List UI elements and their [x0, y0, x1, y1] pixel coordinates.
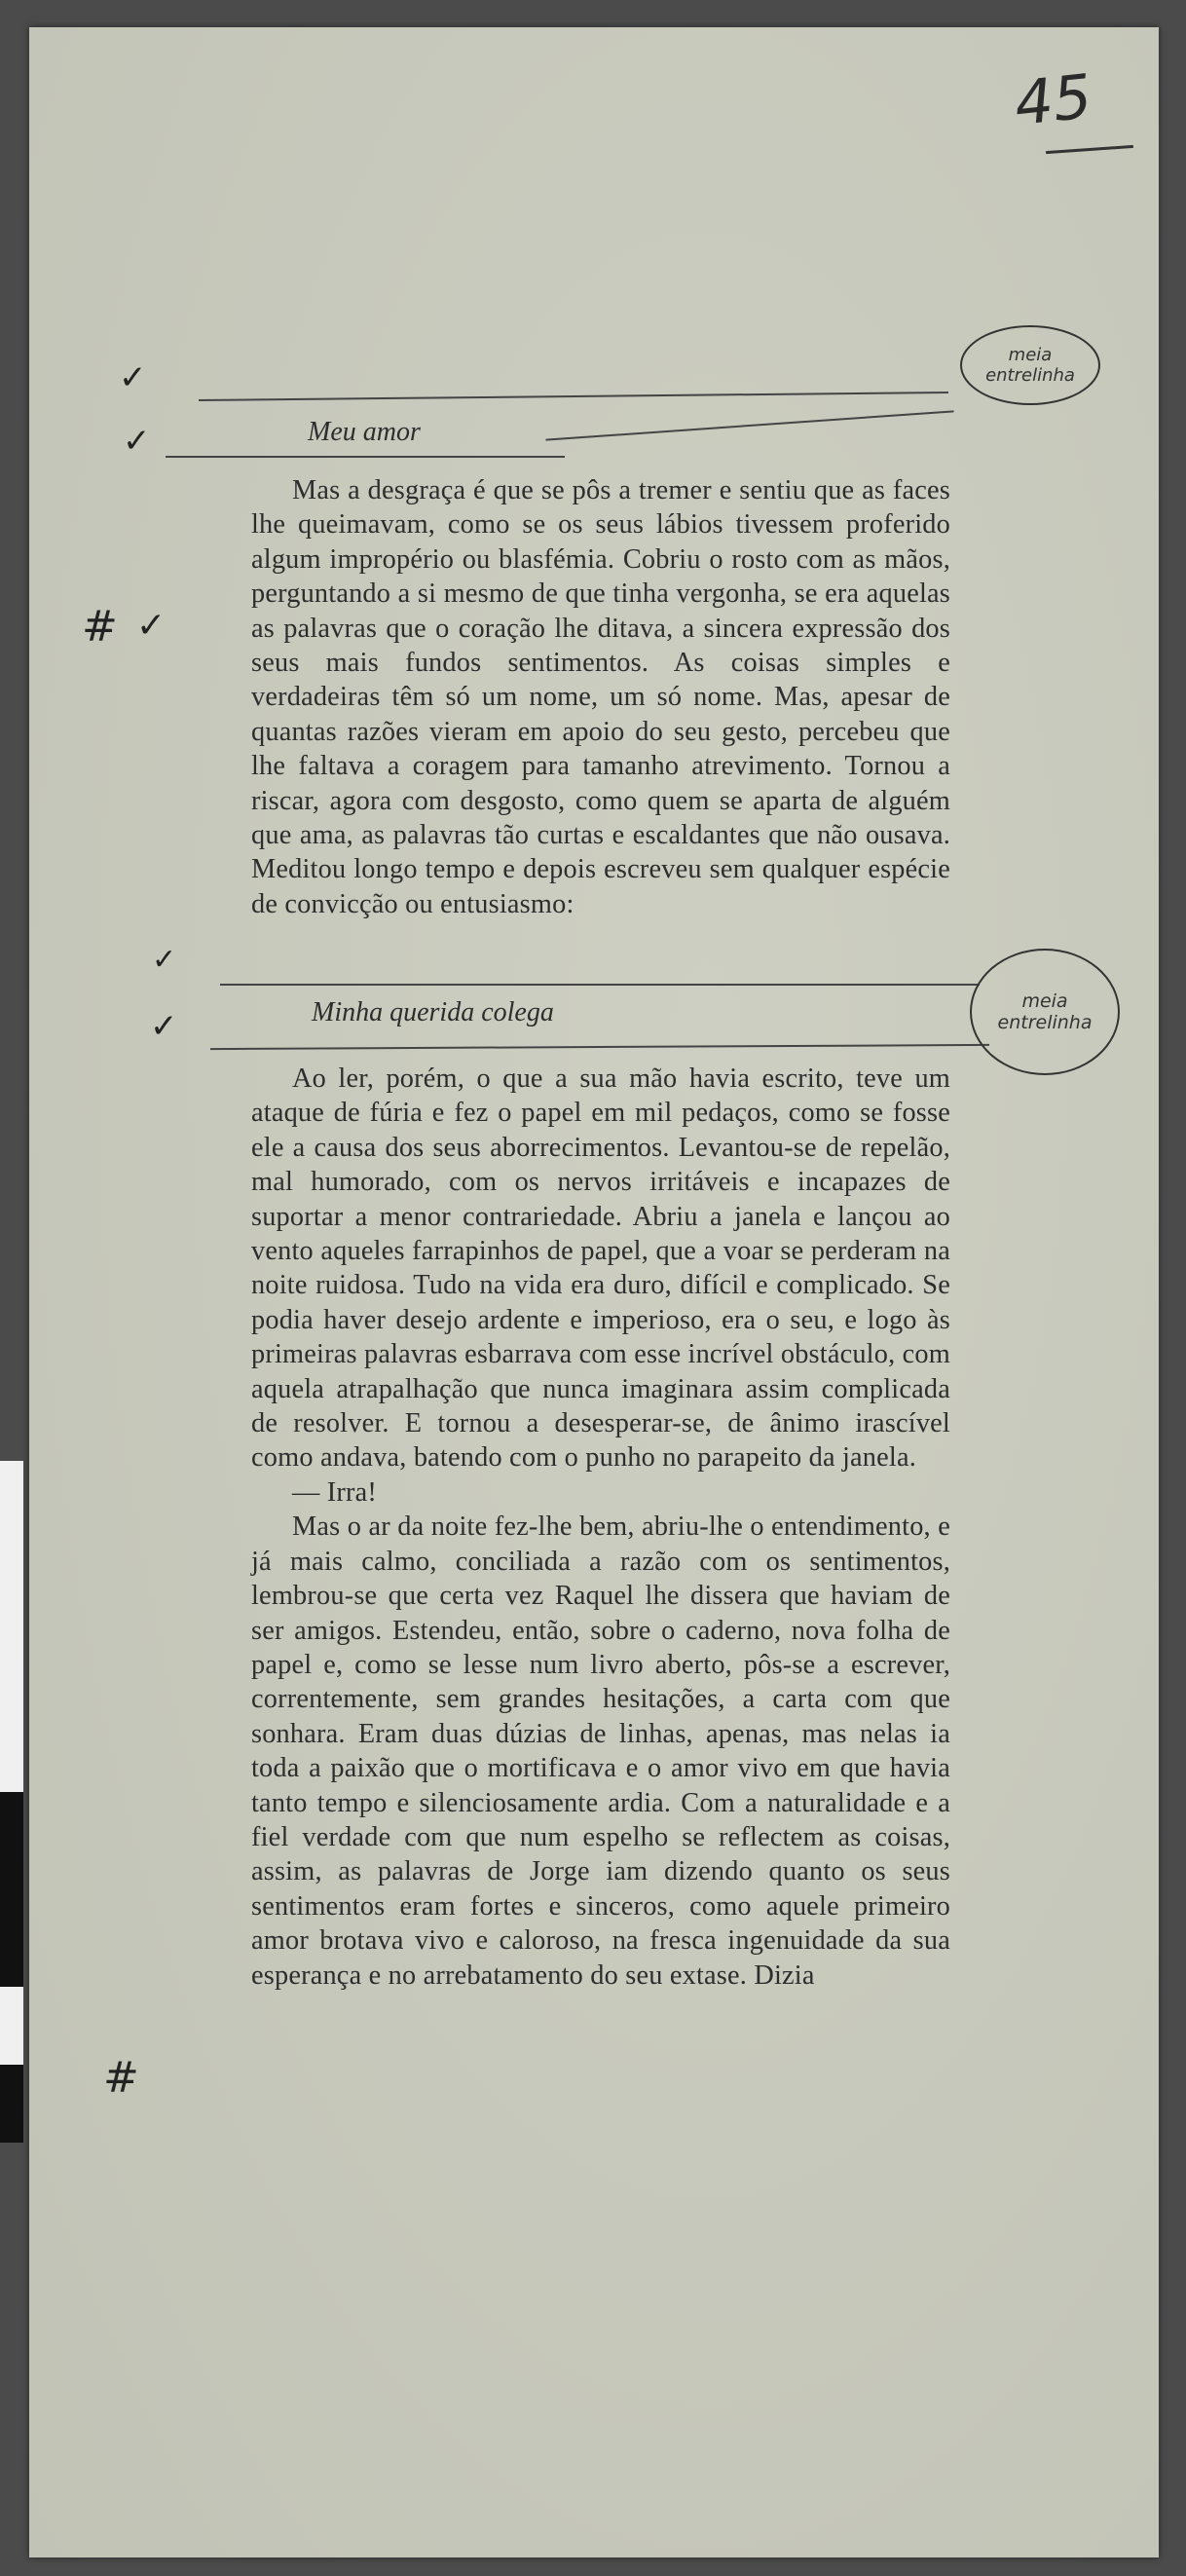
editorial-line	[220, 984, 980, 986]
hash-mark: #	[82, 602, 118, 652]
hash-mark: #	[103, 2053, 139, 2103]
greeting-minha-querida-colega: Minha querida colega	[312, 997, 554, 1027]
editorial-line	[166, 456, 565, 458]
margin-note-circled: meia entrelinha	[960, 325, 1100, 405]
paragraph-2: Ao ler, porém, o que a sua mão havia escrito, teve um ataque de fúria e fez o papel em mil pedaços, como se fosse ele a causa dos seus aborrecimentos. Levantou-se de repelão, mal humorado, com os nervos irritáveis e incapazes de suportar a menor contrariedade. Abriu a janela e lançou ao vento aqueles farrapinhos de papel, que a voar se perderam na noite ruidosa. Tudo na vida era duro, difícil e complicado. Se podia haver desejo ardente e imperioso, era o seu, e logo às primeiras palavras esbarrava com esse incrível obstáculo, com aquela atrapalhação que nunca imaginara assim complicada de resolver. E tornou a desesperar-se, de ânimo irascível como andava, batendo com o punho no parapeito da janela.	[251, 1064, 950, 1474]
margin-note-circled: meia entrelinha	[970, 949, 1120, 1075]
paragraph-4: Mas o ar da noite fez-lhe bem, abriu-lhe o entendimento, e já mais calmo, conciliada a razão com os sentimentos, lembrou-se que certa vez Raquel lhe dissera que haviam de ser amigos. Estendeu, então, sobre o caderno, nova folha de papel e, como se lesse num livro aberto, pôs-se a escrever, correntemente, sem grandes hesitações, a carta com que sonhara. Eram duas dúzias de linhas, apenas, mas nelas ia toda a paixão que o mortificava e o amor vivo em que havia tanto tempo e silenciosamente ardia. Com a naturalidade e a fiel verdade com que num espelho se reflectem as coisas, assim, as palavras de Jorge iam dizendo quanto os seus sentimentos eram fortes e sinceros, como aquele primeiro amor brotava vivo e caloroso, na fresca ingenuidade da sua esperança e no arrebatamento do seu extase. Dizia	[251, 1512, 950, 1991]
check-mark-icon: ✓	[123, 422, 151, 461]
check-mark-icon: ✓	[119, 358, 147, 397]
paragraph-3: — Irra!	[292, 1476, 378, 1508]
check-mark-icon: ✓	[150, 1007, 178, 1046]
editorial-line	[210, 1044, 989, 1050]
page-number-underline	[1046, 145, 1133, 154]
paragraph-1: Mas a desgraça é que se pôs a tremer e sentiu que as faces lhe queimavam, como se os seus lábios tivessem proferido algum impropério ou blasfémia. Cobriu o rosto com as mãos, perguntando a si mesmo de que tinha vergonha, se era aquelas as palavras que o coração lhe ditava, a sincera expressão dos seus mais fundos sentimentos. As coisas simples e verdadeiras têm só um nome, um só nome. Mas, apesar de quantas razões vieram em apoio do seu gesto, percebeu que lhe faltava a coragem para tamanho atrevimento. Tornou a riscar, agora com desgosto, como quem se aparta de alguém que ama, as palavras tão curtas e escaldantes que não ousava. Meditou longo tempo e depois escreveu sem qualquer espécie de convicção ou entusiasmo:	[251, 475, 950, 919]
ruler-band	[0, 2065, 23, 2143]
editorial-line	[199, 392, 948, 401]
page-number: 45	[1011, 60, 1095, 139]
paragraph-block	[251, 1062, 950, 1993]
editorial-line	[545, 410, 953, 440]
greeting-meu-amor: Meu amor	[308, 417, 421, 447]
check-mark-icon: ✓	[152, 943, 177, 977]
check-mark-icon: ✓	[136, 606, 167, 646]
scale-ruler	[0, 1461, 23, 2143]
manuscript-page	[29, 27, 1159, 2557]
ruler-band	[0, 1792, 23, 1987]
